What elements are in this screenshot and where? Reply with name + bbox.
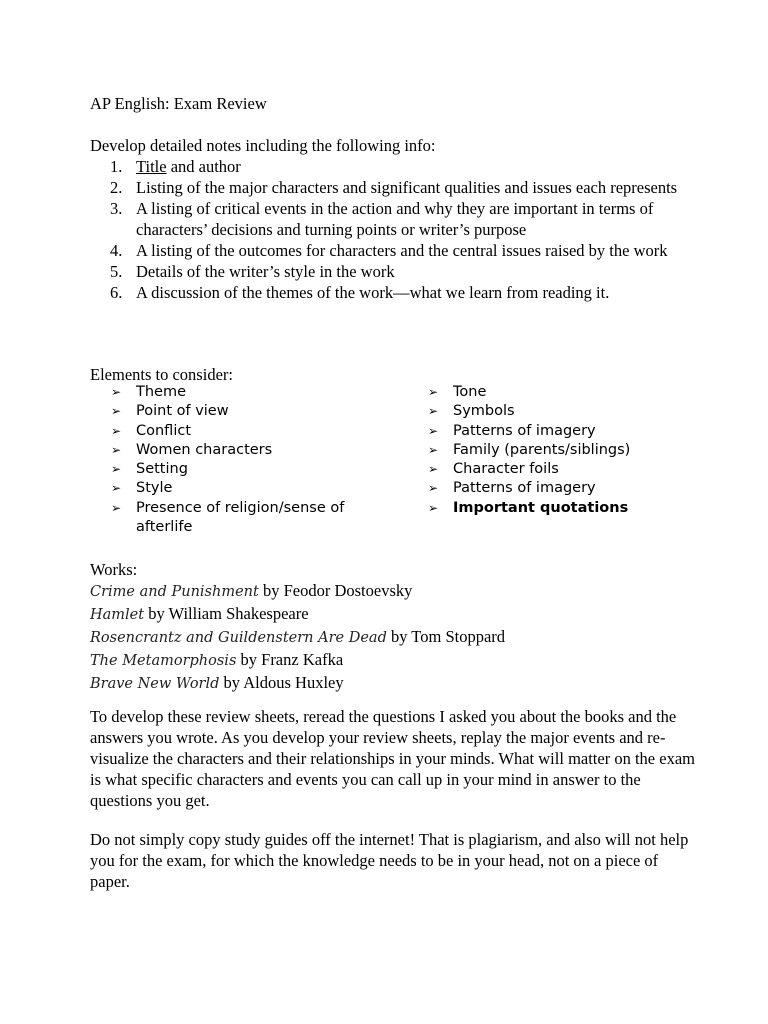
element-label: Setting (136, 461, 188, 478)
list-item (90, 240, 690, 261)
element-label: Presence of religion/sense of afterlife (136, 499, 345, 536)
work-author: by William Shakespeare (144, 604, 309, 623)
list-item (90, 261, 690, 282)
element-item (111, 383, 381, 402)
element-item (111, 422, 381, 441)
arrow-bullet-icon: ➢ (428, 385, 439, 399)
element-item (428, 499, 688, 518)
list-item (90, 198, 690, 240)
element-item (428, 479, 688, 498)
list-item-text: A discussion of the themes of the work—what we learn from reading it. (136, 283, 610, 302)
element-item (428, 460, 688, 479)
work-author: by Feodor Dostoevsky (258, 581, 413, 600)
work-author: by Franz Kafka (236, 650, 344, 669)
element-label: Conflict (136, 422, 192, 439)
element-label: Symbols (453, 403, 515, 420)
work-title: Crime and Punishment (90, 584, 259, 600)
arrow-bullet-icon: ➢ (111, 481, 122, 496)
works-list (90, 580, 505, 695)
info-list (90, 156, 690, 303)
element-item (428, 402, 688, 421)
arrow-bullet-icon: ➢ (111, 442, 122, 457)
element-item (428, 441, 688, 460)
work-author: by Aldous Huxley (219, 673, 344, 692)
arrow-bullet-icon: ➢ (111, 423, 122, 438)
element-item (428, 422, 688, 441)
instructions-paragraph: To develop these review sheets, reread the questions I asked you about the books and the answers you wrote. As you develop your review sheets, replay the major events and re-visualize the characters and their relationships in your minds. What will matter on the exam is what specific characters and events you can call up in your mind in answer to the questions you get. (90, 707, 695, 810)
arrow-bullet-icon: ➢ (428, 481, 439, 496)
element-item (428, 383, 688, 402)
arrow-bullet-icon: ➢ (111, 404, 122, 419)
list-number: 2. (110, 178, 123, 197)
element-label: Patterns of imagery (453, 422, 596, 439)
list-item (90, 282, 690, 303)
list-item-text: Details of the writer’s style in the work (136, 262, 395, 281)
elements-list-left (111, 383, 381, 537)
list-item-text: and author (166, 157, 241, 176)
list-item-text: A listing of critical events in the action and why they are important in terms of characters’ decisions and turning points or writer’s purpose (136, 199, 654, 239)
element-label: Family (parents/siblings) (453, 441, 631, 458)
work-item (90, 603, 505, 626)
arrow-bullet-icon: ➢ (428, 500, 439, 515)
element-item (111, 479, 381, 498)
list-item (90, 177, 690, 198)
underlined-term: Title (136, 157, 167, 176)
work-title: Brave New World (90, 676, 220, 692)
works-heading: Works: (90, 560, 138, 579)
arrow-bullet-icon: ➢ (428, 423, 439, 438)
element-label: Tone (453, 384, 487, 400)
list-item-text: Listing of the major characters and significant qualities and issues each represents (136, 178, 678, 197)
list-number: 1. (110, 157, 123, 176)
element-item (111, 441, 381, 460)
work-item (90, 626, 505, 649)
work-item (90, 649, 505, 672)
work-item (90, 672, 505, 695)
list-number: 6. (110, 283, 123, 302)
list-item-text: A listing of the outcomes for characters and the central issues raised by the work (136, 241, 668, 260)
plagiarism-warning-paragraph: Do not simply copy study guides off the internet! That is plagiarism, and also will not help you for the exam, for which the knowledge needs to be in your head, not on a piece of paper. (90, 830, 689, 891)
list-number: 4. (110, 241, 123, 260)
work-title: Hamlet (90, 607, 145, 623)
list-item (90, 156, 690, 177)
element-label: Point of view (136, 403, 229, 420)
intro-line: Develop detailed notes including the following info: (90, 136, 436, 155)
element-label: Style (136, 480, 173, 497)
arrow-bullet-icon: ➢ (111, 500, 122, 515)
element-label: Women characters (136, 441, 273, 458)
element-label: Important quotations (453, 499, 629, 516)
element-label: Theme (136, 384, 187, 400)
element-item (111, 499, 381, 538)
arrow-bullet-icon: ➢ (428, 404, 439, 419)
element-item (111, 460, 381, 479)
work-author: by Tom Stoppard (386, 627, 506, 646)
element-item (111, 402, 381, 421)
page-title: AP English: Exam Review (90, 94, 267, 113)
element-label: Character foils (453, 461, 559, 478)
list-number: 5. (110, 262, 123, 281)
elements-list-right (428, 383, 688, 518)
arrow-bullet-icon: ➢ (428, 442, 439, 457)
work-title: The Metamorphosis (90, 653, 237, 669)
elements-heading: Elements to consider: (90, 365, 233, 384)
arrow-bullet-icon: ➢ (111, 385, 122, 399)
arrow-bullet-icon: ➢ (111, 462, 122, 477)
list-number: 3. (110, 199, 123, 218)
element-label: Patterns of imagery (453, 480, 596, 497)
arrow-bullet-icon: ➢ (428, 462, 439, 477)
work-title: Rosencrantz and Guildenstern Are Dead (90, 630, 387, 646)
work-item (90, 580, 505, 603)
